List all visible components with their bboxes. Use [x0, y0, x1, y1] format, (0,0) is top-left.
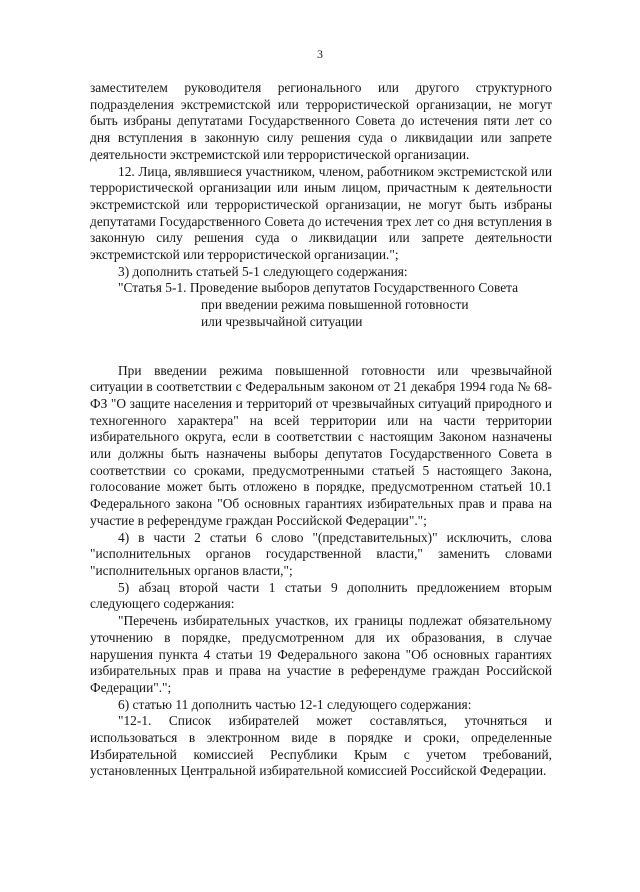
amendment-3: 3) дополнить статьей 5-1 следующего содержания:	[118, 263, 408, 279]
amendment-5: 5) абзац второй части 1 статьи 9 дополнить предложением вторым следующего содержания:	[90, 579, 552, 612]
spacer	[90, 331, 552, 363]
paragraph-continuation: заместителем руководителя регионального или другого структурного подразделения экстремистской или террористической организации, не могут быть избраны депутатами Государственного Совета до истечения пяти лет со дня вступления в законную силу решения суда о ликвидации или запрете деятельности экстремистской или террористической организации.	[90, 80, 552, 162]
page-number: 3	[317, 47, 323, 61]
amendment-6: 6) статью 11 дополнить частью 12-1 следующего содержания:	[118, 696, 472, 712]
article-heading-line-1: "Статья 5-1. Проведение выборов депутатов Государственного Совета	[118, 280, 519, 296]
article-heading-line-2: при введении режима повышенной готовности	[201, 297, 469, 313]
amendment-4: 4) в части 2 статьи 6 слово "(представительных)" исключить, слова "исполнительных органов государственной власти," заменить словами "исполнительных органов власти,";	[90, 529, 552, 578]
article-heading	[90, 280, 552, 330]
amendment-6-text: "12-1. Список избирателей может составляться, уточняться и использоваться в электронном виде в порядке и сроки, определенные Избирательной комиссией Республики Крым с учетом требований, установленных Центральной избирательной комиссией Российской Федерации.	[90, 713, 552, 779]
article-heading-line-3: или чрезвычайной ситуации	[201, 313, 363, 329]
article-5-1-text: При введении режима повышенной готовности или чрезвычайной ситуации в соответствии с Федеральным законом от 21 декабря 1994 года № 68-ФЗ "О защите населения и территорий от чрезвычайных ситуаций природного и техногенного характера" на всей территории или на части территории избирательного округа, если в соответствии с настоящим Законом назначены или должны быть назначены выборы депутатов Государственного Совета в соответствии со сроками, предусмотренными статьей 5 настоящего Закона, голосование может быть отложено в порядке, предусмотренном статьей 10.1 Федерального закона "Об основных гарантиях избирательных прав и права на участие в референдуме граждан Российской Федерации".";	[90, 362, 552, 528]
amendment-5-text: "Перечень избирательных участков, их границы подлежат обязательному уточнению в порядке, предусмотренном для их образования, в случае нарушения пункта 4 статьи 19 Федерального закона "Об основных гарантиях избирательных прав и права на участие в референдуме граждан Российской Федерации".";	[90, 613, 552, 695]
document-body	[90, 80, 552, 780]
paragraph-12: 12. Лица, являвшиеся участником, членом, работником экстремистской или террористической организации или иным лицом, причастным к деятельности экстремистской или террористической организации, не могут быть избраны депутатами Государственного Совета до истечения трех лет со дня вступления в законную силу решения суда о ликвидации или запрете деятельности экстремистской или террористической организации.";	[90, 163, 552, 263]
